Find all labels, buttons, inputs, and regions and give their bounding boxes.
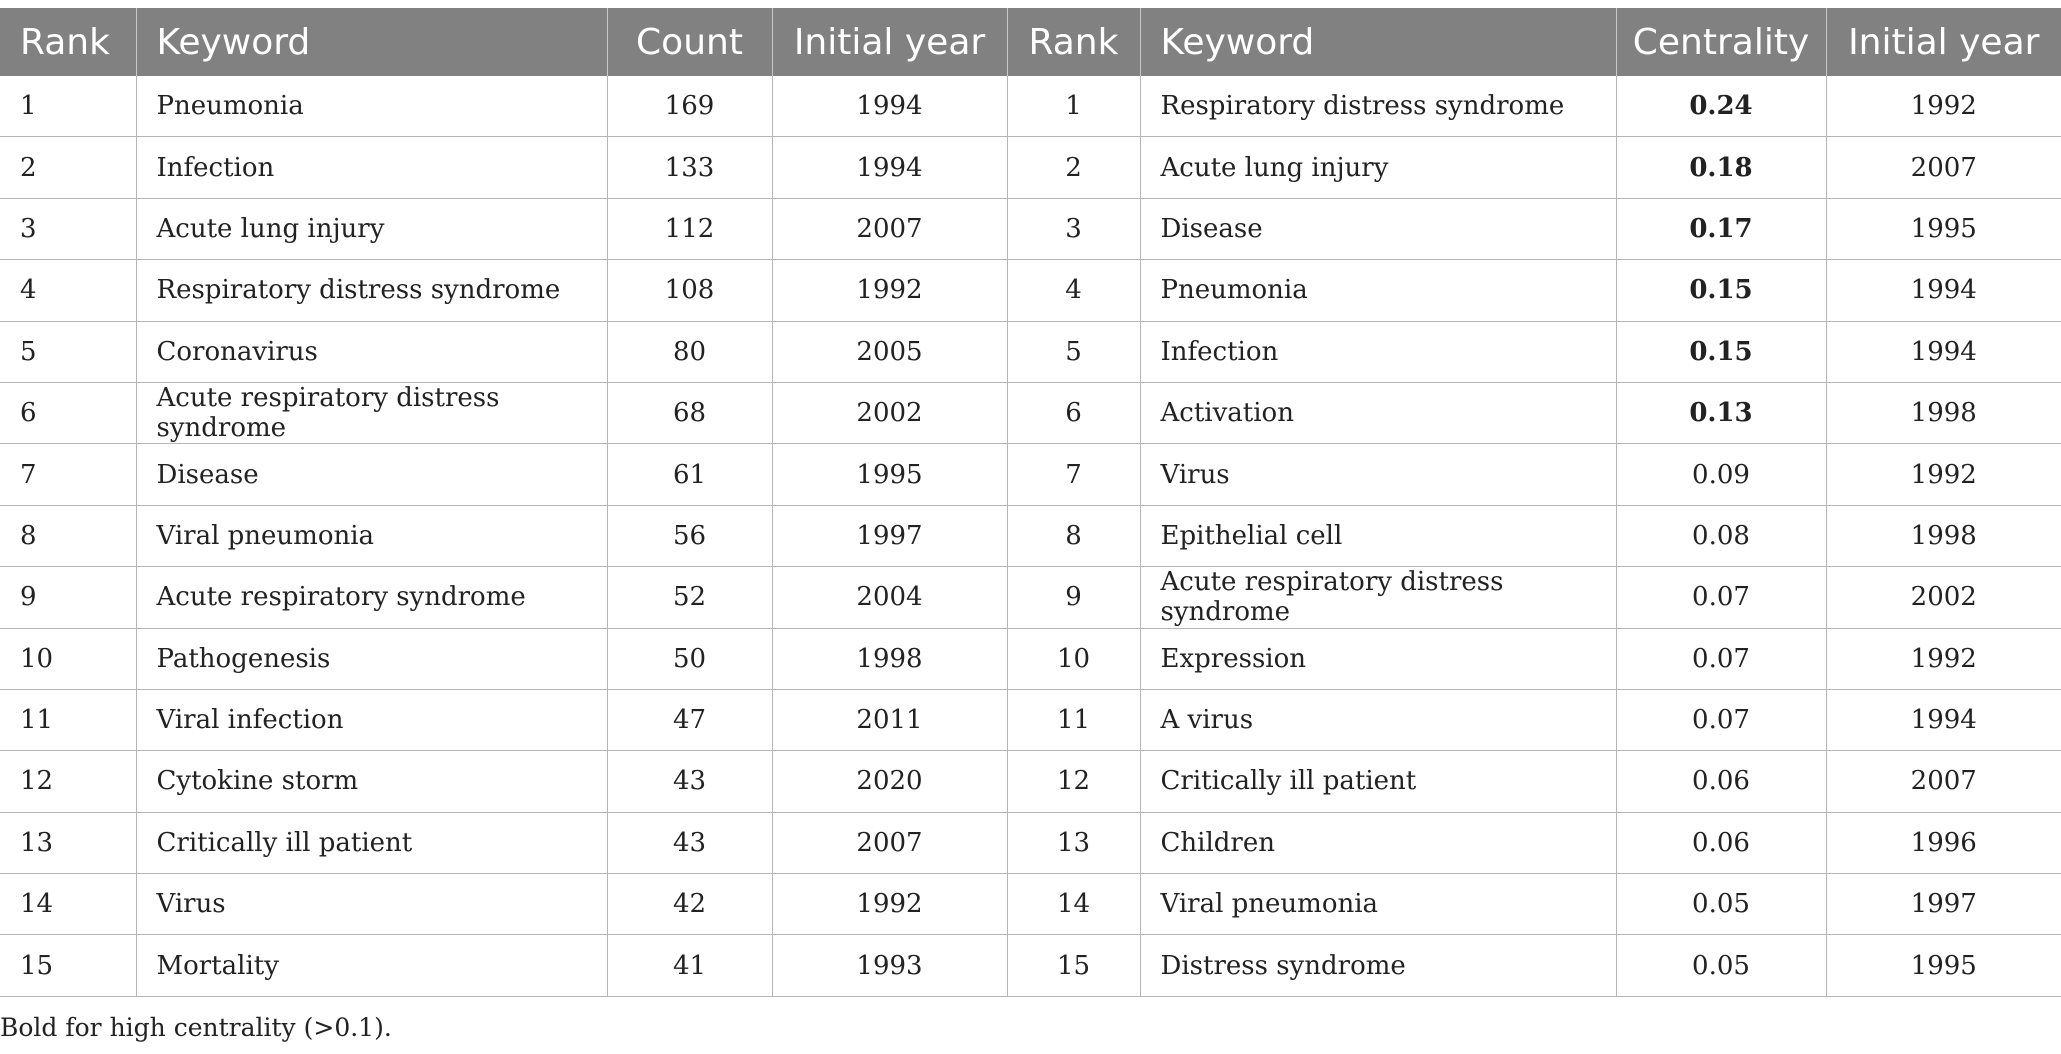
initial-year-centrality-cell: 2002 <box>1826 567 2061 628</box>
keyword-centrality-cell: Viral pneumonia <box>1140 874 1616 935</box>
keyword-table <box>0 8 2061 997</box>
initial-year-centrality-cell: 1997 <box>1826 874 2061 935</box>
header-rank-centrality: Rank <box>1007 8 1140 76</box>
initial-year-count-cell: 1994 <box>772 76 1007 137</box>
rank-centrality-cell: 1 <box>1007 76 1140 137</box>
rank-count-cell: 6 <box>0 382 136 443</box>
count-cell: 108 <box>607 260 772 321</box>
table-row <box>0 751 2061 812</box>
initial-year-count-cell: 1992 <box>772 874 1007 935</box>
rank-centrality-cell: 6 <box>1007 382 1140 443</box>
centrality-cell: 0.18 <box>1616 137 1826 198</box>
keyword-count-cell: Critically ill patient <box>136 812 607 873</box>
table-row <box>0 505 2061 566</box>
count-cell: 43 <box>607 812 772 873</box>
centrality-cell: 0.05 <box>1616 874 1826 935</box>
centrality-cell: 0.09 <box>1616 444 1826 505</box>
rank-count-cell: 10 <box>0 628 136 689</box>
keyword-count-cell: Pathogenesis <box>136 628 607 689</box>
centrality-cell: 0.07 <box>1616 689 1826 750</box>
table-header-row <box>0 8 2061 76</box>
keyword-centrality-cell: Distress syndrome <box>1140 935 1616 996</box>
initial-year-count-cell: 1994 <box>772 137 1007 198</box>
table-row <box>0 198 2061 259</box>
table-row <box>0 382 2061 443</box>
centrality-cell: 0.07 <box>1616 628 1826 689</box>
rank-centrality-cell: 2 <box>1007 137 1140 198</box>
centrality-cell: 0.24 <box>1616 76 1826 137</box>
header-centrality: Centrality <box>1616 8 1826 76</box>
initial-year-count-cell: 2002 <box>772 382 1007 443</box>
table-row <box>0 260 2061 321</box>
keyword-centrality-cell: Epithelial cell <box>1140 505 1616 566</box>
keyword-count-cell: Disease <box>136 444 607 505</box>
rank-centrality-cell: 9 <box>1007 567 1140 628</box>
rank-count-cell: 1 <box>0 76 136 137</box>
initial-year-count-cell: 1995 <box>772 444 1007 505</box>
initial-year-count-cell: 1997 <box>772 505 1007 566</box>
keyword-centrality-cell: Acute lung injury <box>1140 137 1616 198</box>
rank-count-cell: 8 <box>0 505 136 566</box>
count-cell: 56 <box>607 505 772 566</box>
table-footnote: Bold for high centrality (>0.1). <box>0 1013 392 1042</box>
initial-year-count-cell: 2007 <box>772 812 1007 873</box>
initial-year-count-cell: 1993 <box>772 935 1007 996</box>
table-row <box>0 567 2061 628</box>
count-cell: 61 <box>607 444 772 505</box>
table-row <box>0 76 2061 137</box>
keyword-count-cell: Coronavirus <box>136 321 607 382</box>
initial-year-count-cell: 2007 <box>772 198 1007 259</box>
centrality-cell: 0.08 <box>1616 505 1826 566</box>
keyword-centrality-cell: Respiratory distress syndrome <box>1140 76 1616 137</box>
keyword-centrality-cell: Virus <box>1140 444 1616 505</box>
keyword-centrality-cell: Disease <box>1140 198 1616 259</box>
header-count: Count <box>607 8 772 76</box>
initial-year-centrality-cell: 2007 <box>1826 751 2061 812</box>
rank-centrality-cell: 15 <box>1007 935 1140 996</box>
header-keyword-count: Keyword <box>136 8 607 76</box>
rank-count-cell: 5 <box>0 321 136 382</box>
count-cell: 41 <box>607 935 772 996</box>
centrality-cell: 0.13 <box>1616 382 1826 443</box>
keyword-centrality-cell: Infection <box>1140 321 1616 382</box>
initial-year-count-cell: 1992 <box>772 260 1007 321</box>
initial-year-count-cell: 2005 <box>772 321 1007 382</box>
keyword-count-cell: Virus <box>136 874 607 935</box>
rank-count-cell: 11 <box>0 689 136 750</box>
header-rank-count: Rank <box>0 8 136 76</box>
rank-count-cell: 2 <box>0 137 136 198</box>
table-row <box>0 321 2061 382</box>
header-initial-year-count: Initial year <box>772 8 1007 76</box>
initial-year-centrality-cell: 1992 <box>1826 628 2061 689</box>
count-cell: 80 <box>607 321 772 382</box>
keyword-centrality-cell: Expression <box>1140 628 1616 689</box>
table-row <box>0 874 2061 935</box>
initial-year-centrality-cell: 1994 <box>1826 260 2061 321</box>
keyword-centrality-cell: Acute respiratory distress syndrome <box>1140 567 1616 628</box>
centrality-cell: 0.07 <box>1616 567 1826 628</box>
count-cell: 42 <box>607 874 772 935</box>
keyword-centrality-cell: Children <box>1140 812 1616 873</box>
centrality-cell: 0.05 <box>1616 935 1826 996</box>
keyword-table-container <box>0 8 2061 997</box>
rank-count-cell: 12 <box>0 751 136 812</box>
rank-centrality-cell: 4 <box>1007 260 1140 321</box>
initial-year-count-cell: 2004 <box>772 567 1007 628</box>
keyword-centrality-cell: Critically ill patient <box>1140 751 1616 812</box>
rank-count-cell: 9 <box>0 567 136 628</box>
header-keyword-centrality: Keyword <box>1140 8 1616 76</box>
rank-centrality-cell: 8 <box>1007 505 1140 566</box>
keyword-count-cell: Pneumonia <box>136 76 607 137</box>
centrality-cell: 0.15 <box>1616 321 1826 382</box>
initial-year-count-cell: 1998 <box>772 628 1007 689</box>
initial-year-centrality-cell: 1994 <box>1826 321 2061 382</box>
rank-count-cell: 13 <box>0 812 136 873</box>
keyword-count-cell: Cytokine storm <box>136 751 607 812</box>
table-row <box>0 935 2061 996</box>
keyword-centrality-cell: Pneumonia <box>1140 260 1616 321</box>
centrality-cell: 0.15 <box>1616 260 1826 321</box>
keyword-centrality-cell: Activation <box>1140 382 1616 443</box>
keyword-count-cell: Mortality <box>136 935 607 996</box>
rank-centrality-cell: 3 <box>1007 198 1140 259</box>
count-cell: 133 <box>607 137 772 198</box>
rank-centrality-cell: 12 <box>1007 751 1140 812</box>
rank-count-cell: 14 <box>0 874 136 935</box>
initial-year-centrality-cell: 1998 <box>1826 505 2061 566</box>
initial-year-count-cell: 2020 <box>772 751 1007 812</box>
keyword-count-cell: Acute lung injury <box>136 198 607 259</box>
initial-year-centrality-cell: 2007 <box>1826 137 2061 198</box>
rank-count-cell: 15 <box>0 935 136 996</box>
rank-centrality-cell: 10 <box>1007 628 1140 689</box>
initial-year-centrality-cell: 1998 <box>1826 382 2061 443</box>
table-row <box>0 444 2061 505</box>
initial-year-centrality-cell: 1992 <box>1826 76 2061 137</box>
table-row <box>0 812 2061 873</box>
keyword-centrality-cell: A virus <box>1140 689 1616 750</box>
count-cell: 43 <box>607 751 772 812</box>
initial-year-centrality-cell: 1995 <box>1826 935 2061 996</box>
table-body <box>0 76 2061 996</box>
centrality-cell: 0.17 <box>1616 198 1826 259</box>
initial-year-centrality-cell: 1995 <box>1826 198 2061 259</box>
initial-year-count-cell: 2011 <box>772 689 1007 750</box>
keyword-count-cell: Acute respiratory syndrome <box>136 567 607 628</box>
centrality-cell: 0.06 <box>1616 812 1826 873</box>
table-row <box>0 689 2061 750</box>
count-cell: 52 <box>607 567 772 628</box>
rank-centrality-cell: 5 <box>1007 321 1140 382</box>
rank-centrality-cell: 13 <box>1007 812 1140 873</box>
header-initial-year-centrality: Initial year <box>1826 8 2061 76</box>
rank-count-cell: 3 <box>0 198 136 259</box>
keyword-count-cell: Acute respiratory distress syndrome <box>136 382 607 443</box>
rank-centrality-cell: 14 <box>1007 874 1140 935</box>
count-cell: 50 <box>607 628 772 689</box>
keyword-count-cell: Respiratory distress syndrome <box>136 260 607 321</box>
rank-centrality-cell: 7 <box>1007 444 1140 505</box>
keyword-count-cell: Infection <box>136 137 607 198</box>
table-row <box>0 628 2061 689</box>
centrality-cell: 0.06 <box>1616 751 1826 812</box>
rank-count-cell: 4 <box>0 260 136 321</box>
count-cell: 68 <box>607 382 772 443</box>
rank-centrality-cell: 11 <box>1007 689 1140 750</box>
initial-year-centrality-cell: 1994 <box>1826 689 2061 750</box>
count-cell: 169 <box>607 76 772 137</box>
initial-year-centrality-cell: 1992 <box>1826 444 2061 505</box>
table-row <box>0 137 2061 198</box>
count-cell: 47 <box>607 689 772 750</box>
count-cell: 112 <box>607 198 772 259</box>
initial-year-centrality-cell: 1996 <box>1826 812 2061 873</box>
keyword-count-cell: Viral infection <box>136 689 607 750</box>
rank-count-cell: 7 <box>0 444 136 505</box>
keyword-count-cell: Viral pneumonia <box>136 505 607 566</box>
